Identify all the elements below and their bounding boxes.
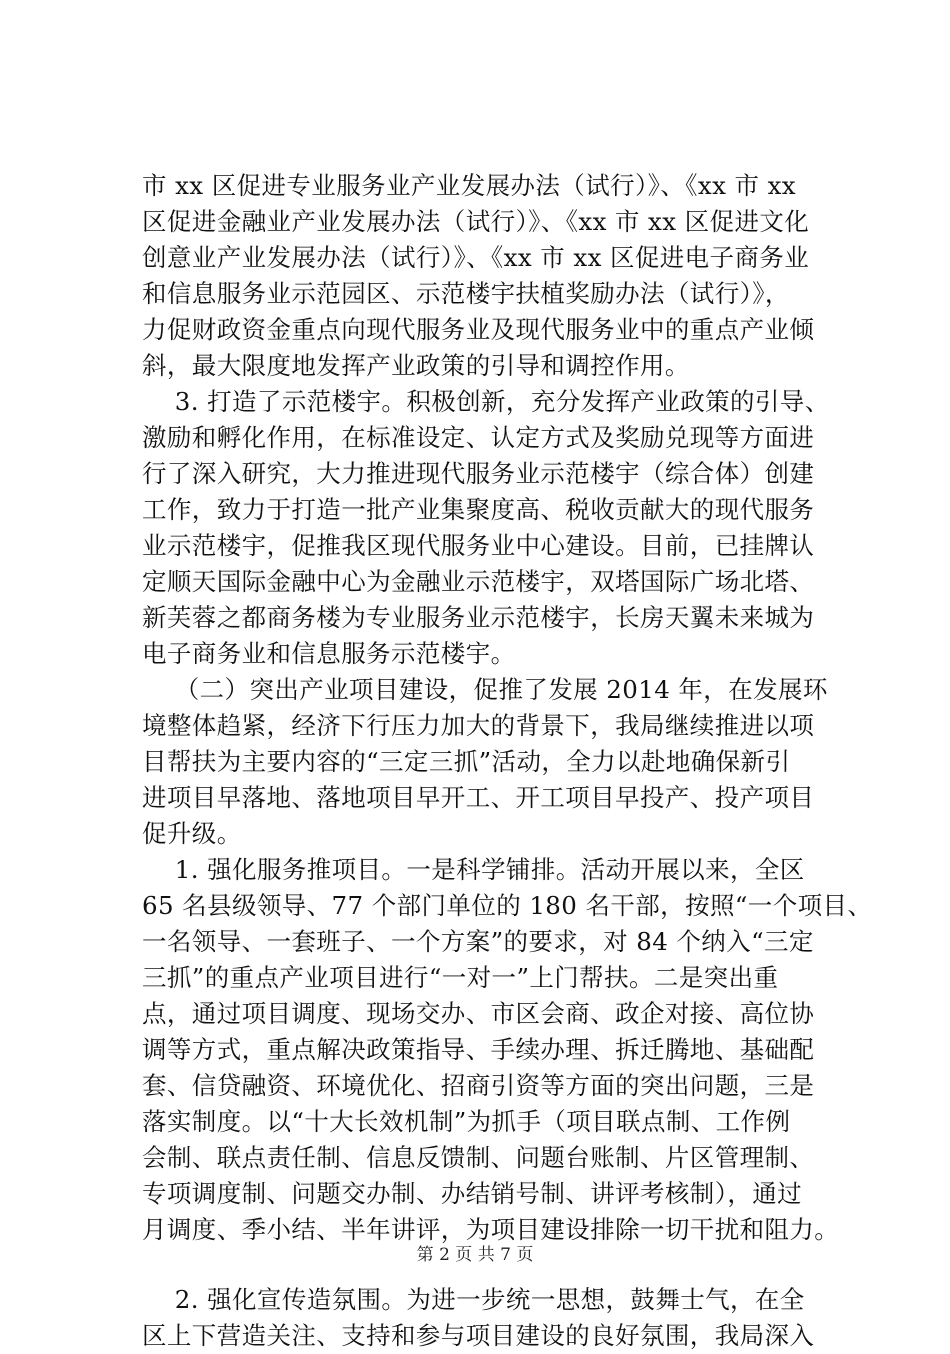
text-line: 境整体趋紧，经济下行压力加大的背景下，我局继续推进以项 [142, 711, 815, 740]
text-line: 月调度、季小结、半年讲评，为项目建设排除一切干扰和阻力。 [142, 1215, 840, 1244]
text-line: 市 xx 区促进专业服务业产业发展办法（试行）》、《xx 市 xx [142, 171, 797, 200]
text-line: 行了深入研究，大力推进现代服务业示范楼宇（综合体）创建 [142, 459, 815, 488]
document-body [142, 168, 873, 1354]
text-line: 新芙蓉之都商务楼为专业服务业示范楼宇，长房天翼未来城为 [142, 603, 815, 632]
text-line: 专项调度制、问题交办制、办结销号制、讲评考核制），通过 [142, 1179, 803, 1208]
text-line: 和信息服务业示范园区、示范楼宇扶植奖励办法（试行）》， [142, 279, 790, 308]
text-line: 3. 打造了示范楼宇。积极创新，充分发挥产业政策的引导、 [142, 387, 830, 416]
text-line: 电子商务业和信息服务示范楼宇。 [142, 639, 516, 668]
text-line: 落实制度。以“十大长效机制”为抓手（项目联点制、工作例 [142, 1107, 791, 1136]
text-line: 三抓”的重点产业项目进行“一对一”上门帮扶。二是突出重 [142, 963, 779, 992]
text-line: 斜，最大限度地发挥产业政策的引导和调控作用。 [142, 351, 690, 380]
text-line: 区促进金融业产业发展办法（试行）》、《xx 市 xx 区促进文化 [142, 207, 810, 236]
text-line: 促升级。 [142, 819, 242, 848]
text-line: 套、信贷融资、环境优化、招商引资等方面的突出问题，三是 [142, 1071, 815, 1100]
text-line: 65 名县级领导、77 个部门单位的 180 名干部，按照“一个项目、 [142, 891, 873, 920]
text-line: 点，通过项目调度、现场交办、市区会商、政企对接、高位协 [142, 999, 815, 1028]
text-line: 定顺天国际金融中心为金融业示范楼宇，双塔国际广场北塔、 [142, 567, 815, 596]
text-line: 业示范楼宇，促推我区现代服务业中心建设。目前，已挂牌认 [142, 531, 815, 560]
text-line: 工作，致力于打造一批产业集聚度高、税收贡献大的现代服务 [142, 495, 815, 524]
text-line: 2. 强化宣传造氛围。为进一步统一思想，鼓舞士气，在全 [142, 1285, 805, 1314]
text-line: 1. 强化服务推项目。一是科学铺排。活动开展以来，全区 [142, 855, 805, 884]
text-line: 会制、联点责任制、信息反馈制、问题台账制、片区管理制、 [142, 1143, 815, 1172]
text-line: （二）突出产业项目建设，促推了发展 2014 年，在发展环 [142, 675, 828, 704]
text-line: 目帮扶为主要内容的“三定三抓”活动，全力以赴地确保新引 [142, 747, 791, 776]
text-line: 力促财政资金重点向现代服务业及现代服务业中的重点产业倾 [142, 315, 815, 344]
text-line: 创意业产业发展办法（试行）》、《xx 市 xx 区促进电子商务业 [142, 243, 810, 272]
text-line: 一名领导、一套班子、一个方案”的要求，对 84 个纳入“三定 [142, 927, 814, 956]
page-number-footer: 第 2 页 共 7 页 [416, 1245, 534, 1265]
text-line: 调等方式，重点解决政策指导、手续办理、拆迁腾地、基础配 [142, 1035, 815, 1064]
text-line: 区上下营造关注、支持和参与项目建设的良好氛围，我局深入 [142, 1321, 815, 1350]
text-line: 进项目早落地、落地项目早开工、开工项目早投产、投产项目 [142, 783, 815, 812]
text-line: 激励和孵化作用，在标准设定、认定方式及奖励兑现等方面进 [142, 423, 815, 452]
